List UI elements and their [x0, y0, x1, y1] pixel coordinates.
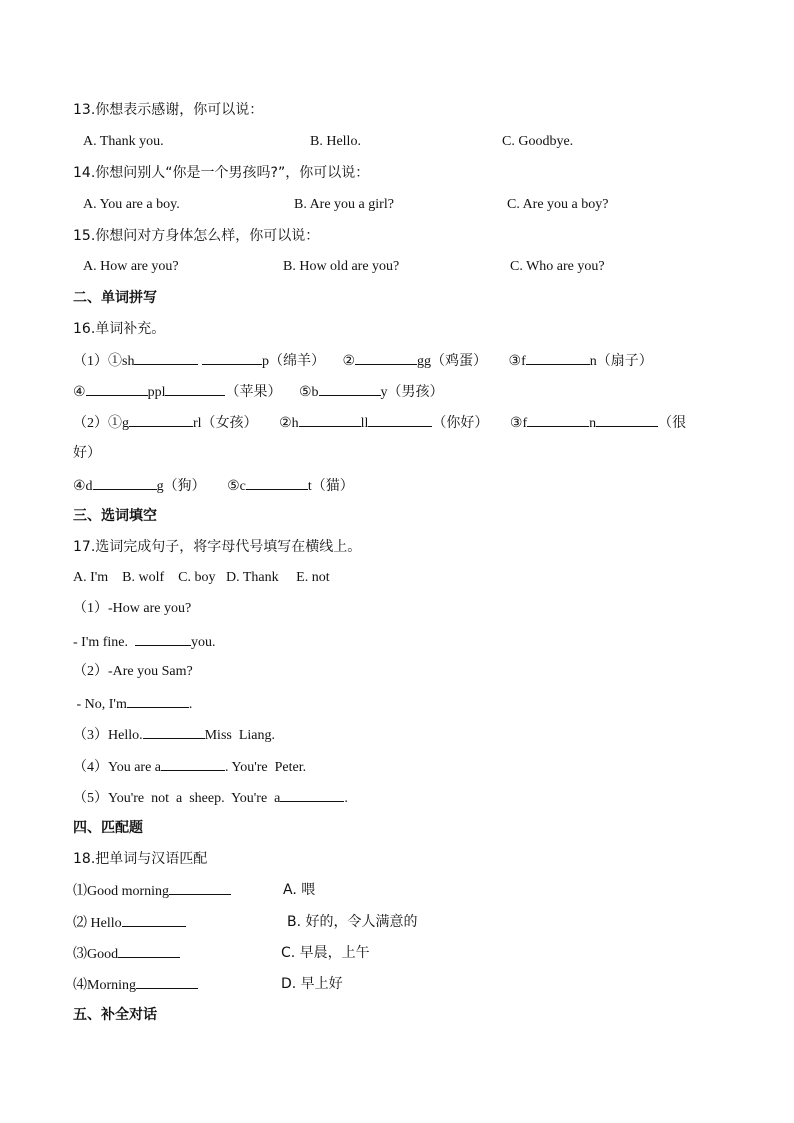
q17-i2b-pre: - No, I'm — [73, 697, 127, 712]
q18-stem: 18.把单词与汉语匹配 — [73, 851, 208, 867]
q13-option-c: C. Goodbye. — [502, 134, 574, 149]
q15-option-a: A. How are you? — [83, 259, 179, 274]
q16-r3-blank-1[interactable] — [129, 412, 193, 427]
q17-blank-1[interactable] — [135, 631, 191, 646]
q16-r3-text-1: （2）①g — [73, 416, 129, 431]
q16-r1-text-4: gg（鸡蛋） — [417, 354, 488, 369]
q16-r2-text-1: ④ — [73, 385, 86, 400]
q13-option-b: B. Hello. — [310, 134, 361, 149]
section-3-title: 三、选词填空 — [73, 508, 157, 524]
q18-right-b: B. 好的，令人满意的 — [287, 914, 418, 930]
q17-blank-4[interactable] — [161, 756, 225, 771]
q14-stem: 14.你想问别人“你是一个男孩吗?”，你可以说： — [73, 165, 370, 181]
q18-left-1-label: ⑴Good morning — [73, 884, 170, 899]
q16-r2-blank-1[interactable] — [86, 381, 148, 396]
q17-i1b-pre: - I'm fine. — [73, 635, 136, 650]
q17-i1b-post: you. — [191, 635, 216, 650]
q16-r1-text-5: ③f — [508, 354, 526, 369]
q16-r1-blank-1[interactable] — [134, 350, 198, 365]
q18-right-a: A. 喂 — [283, 882, 316, 898]
q18-blank-2[interactable] — [122, 912, 186, 927]
q17-item-1a: （1）-How are you? — [73, 601, 192, 616]
q16-r1-text-3: ② — [342, 354, 356, 369]
q14-option-a: A. You are a boy. — [83, 197, 180, 212]
q16-r3-text-7: n — [589, 416, 597, 431]
q16-r3-blank-3[interactable] — [368, 412, 432, 427]
q18-left-2-label: ⑵ Hello — [73, 916, 122, 931]
q16-r2-text-4: ⑤b — [298, 385, 319, 400]
q18-left-3-label: ⑶Good — [73, 947, 119, 962]
q17-blank-3[interactable] — [143, 724, 205, 739]
q17-item-3 — [73, 724, 275, 746]
q16-r4-blank-2[interactable] — [246, 475, 308, 490]
q17-i3-post: Miss Liang. — [204, 728, 275, 743]
q16-row-2 — [73, 381, 444, 403]
q16-r3-text-5: （你好） — [432, 416, 489, 431]
q17-item-2b — [73, 693, 192, 715]
q16-r2-text-3: （苹果） — [225, 385, 282, 400]
q16-r4-blank-1[interactable] — [93, 475, 157, 490]
q16-r2-blank-3[interactable] — [319, 381, 381, 396]
q16-r3-blank-2[interactable] — [299, 412, 361, 427]
q16-r1-text-2: p（绵羊） — [261, 354, 325, 369]
q17-item-1b — [73, 631, 216, 653]
q18-left-1 — [73, 880, 231, 902]
q17-blank-2[interactable] — [127, 693, 189, 708]
q17-blank-5[interactable] — [280, 787, 344, 802]
q18-right-d: D. 早上好 — [281, 976, 343, 992]
q16-r3-text-4: ll — [360, 416, 369, 431]
section-2-title: 二、单词拼写 — [73, 290, 157, 306]
q16-r2-text-2: ppl — [147, 385, 166, 400]
q18-left-2 — [73, 912, 186, 934]
q16-r1-text-6: n（扇子） — [589, 354, 653, 369]
q17-i5-pre: （5）You're not a sheep. You're a — [73, 791, 281, 806]
q16-row-1 — [73, 350, 653, 372]
q13-option-a: A. Thank you. — [83, 134, 164, 149]
q18-right-c: C. 早晨，上午 — [281, 945, 370, 961]
q18-left-4-label: ⑷Morning — [73, 978, 136, 993]
q16-r3-text-3: ②h — [279, 416, 299, 431]
q14-option-b: B. Are you a girl? — [294, 197, 394, 212]
q16-r4-text-3: ⑤c — [227, 479, 246, 494]
q17-i2b-post: . — [188, 697, 193, 712]
q16-r1-blank-4[interactable] — [526, 350, 590, 365]
q16-row-4 — [73, 475, 354, 497]
q17-choices: A. I'm B. wolf C. boy D. Thank E. not — [73, 570, 330, 585]
q16-r4-text-2: g（狗） — [156, 479, 206, 494]
q16-r3-blank-5[interactable] — [596, 412, 658, 427]
q17-item-5 — [73, 787, 348, 809]
q18-blank-4[interactable] — [136, 974, 198, 989]
q15-option-b: B. How old are you? — [283, 259, 400, 274]
section-5-title: 五、补全对话 — [73, 1007, 157, 1023]
q17-i3-pre: （3）Hello. — [73, 728, 143, 743]
q16-row-3-cont: 好） — [73, 445, 101, 461]
q18-left-3 — [73, 943, 180, 965]
q14-option-c: C. Are you a boy? — [507, 197, 609, 212]
q16-r3-text-6: ③f — [509, 416, 528, 431]
q16-r3-text-2: rl（女孩） — [193, 416, 258, 431]
q17-i5-post: . — [344, 791, 348, 806]
q16-r1-blank-2[interactable] — [202, 350, 262, 365]
q16-r4-text-1: ④d — [73, 479, 93, 494]
q15-option-c: C. Who are you? — [510, 259, 605, 274]
section-4-title: 四、匹配题 — [73, 820, 143, 836]
q17-item-2a: （2）-Are you Sam? — [73, 664, 193, 679]
q16-r1-text-1: （1）①sh — [73, 354, 135, 369]
q16-r4-text-4: t（猫） — [307, 479, 354, 494]
q16-r3-blank-4[interactable] — [527, 412, 589, 427]
q17-stem: 17.选词完成句子，将字母代号填写在横线上。 — [73, 539, 362, 555]
q18-blank-1[interactable] — [169, 880, 231, 895]
q16-r3-text-8: （很 — [658, 416, 687, 431]
q15-stem: 15.你想问对方身体怎么样，你可以说： — [73, 228, 320, 244]
q16-r1-blank-3[interactable] — [355, 350, 417, 365]
q18-left-4 — [73, 974, 198, 996]
q16-stem: 16.单词补充。 — [73, 321, 166, 337]
q16-r2-text-5: y（男孩） — [380, 385, 444, 400]
q16-row-3 — [73, 412, 686, 434]
q17-i4-post: . You're Peter. — [225, 760, 307, 775]
q17-item-4 — [73, 756, 306, 778]
q17-i4-pre: （4）You are a — [73, 760, 162, 775]
q16-r2-blank-2[interactable] — [165, 381, 225, 396]
q13-stem: 13.你想表示感谢，你可以说： — [73, 102, 264, 118]
q18-blank-3[interactable] — [118, 943, 180, 958]
